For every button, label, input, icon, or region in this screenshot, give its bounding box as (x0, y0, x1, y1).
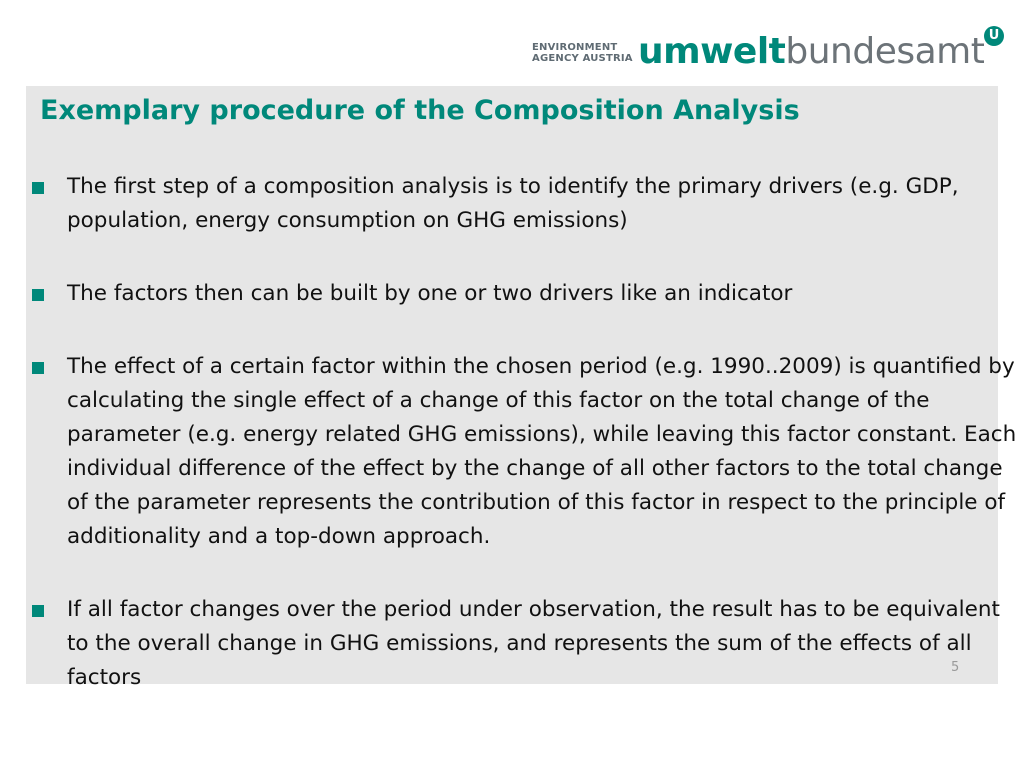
bullet-text: If all factor changes over the period under observation, the result has to be equivalent to the overall change in GHG emissions, and represents the sum of the effects of all factors (67, 597, 1000, 690)
square-bullet-icon (32, 605, 44, 617)
slide-title: Exemplary procedure of the Composition Analysis (40, 95, 800, 126)
bullet-item (32, 170, 1022, 238)
bullet-text: The first step of a composition analysis is to identify the primary drivers (e.g. GDP, population, energy consumption on GHG emissions) (67, 174, 959, 233)
logo-tagline-line2: AGENCY AUSTRIA (532, 53, 633, 64)
logo-word-umwelt: umwelt (638, 31, 786, 72)
bullet-item (32, 593, 1022, 695)
logo-tagline (532, 42, 633, 64)
bullet-text: The factors then can be built by one or two drivers like an indicator (67, 281, 793, 306)
bullet-list (32, 170, 1022, 734)
bullet-item (32, 350, 1022, 554)
slide-number: 5 (951, 660, 960, 675)
logo-tagline-line1: ENVIRONMENT (532, 42, 618, 53)
bullet-item (32, 277, 1022, 311)
logo-badge-icon: U (984, 26, 1004, 46)
logo-word-bundesamt: bundesamt (785, 31, 985, 72)
logo-wordmark (638, 30, 984, 74)
square-bullet-icon (32, 362, 44, 374)
square-bullet-icon (32, 289, 44, 301)
agency-logo (532, 22, 1010, 74)
bullet-text: The effect of a certain factor within the chosen period (e.g. 1990..2009) is quantified by calculating the single effect of a change of this factor on the total change of the parameter (e.g. energy related GHG emissions), while leaving this factor constant. Each individual difference of the effect by the change of all other factors to the total change of the parameter represents the contribution of this factor in respect to the principle of additionality and a top-down approach. (67, 354, 1017, 549)
square-bullet-icon (32, 182, 44, 194)
